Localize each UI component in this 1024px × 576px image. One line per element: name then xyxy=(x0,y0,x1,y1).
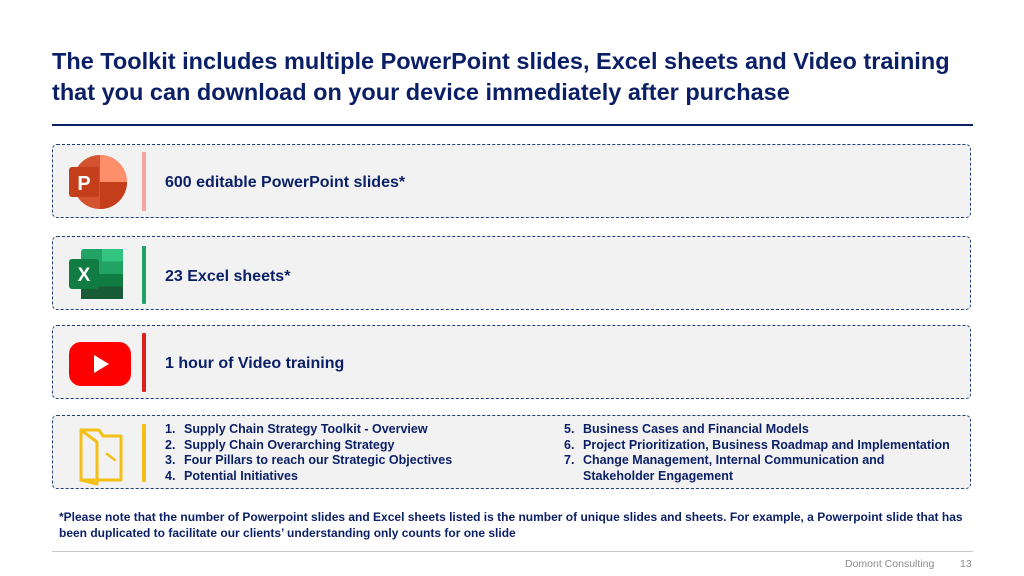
footer-divider xyxy=(52,551,973,552)
list-item: 7. Change Management, Internal Communication and Stakeholder Engagement xyxy=(564,453,885,483)
video-label: 1 hour of Video training xyxy=(165,355,345,372)
contents-card xyxy=(52,415,971,489)
accent-bar xyxy=(142,424,146,482)
powerpoint-label: 600 editable PowerPoint slides* xyxy=(165,174,406,191)
folder-icon xyxy=(77,426,125,491)
contents-list-left xyxy=(165,422,560,484)
svg-text:X: X xyxy=(77,265,91,286)
accent-bar xyxy=(142,246,146,304)
svg-text:P: P xyxy=(77,173,91,195)
footnote: *Please note that the number of Powerpoint slides and Excel sheets listed is the number of unique slides and sheets. For example, a Powerpoint slide that has been duplicated to facilitate our clients’ understanding only counts for one slide xyxy=(59,510,963,540)
powerpoint-card xyxy=(52,144,971,218)
list-item: 6. Project Prioritization, Business Roadmap and Implementation xyxy=(564,437,950,452)
excel-card xyxy=(52,236,971,310)
excel-icon xyxy=(69,249,125,304)
footer-company: Domont Consulting xyxy=(845,558,935,570)
contents-list-right xyxy=(564,422,964,484)
excel-label: 23 Excel sheets* xyxy=(165,268,291,285)
accent-bar xyxy=(142,333,146,392)
title-divider xyxy=(52,124,973,126)
list-item: 4. Potential Initiatives xyxy=(165,468,298,483)
youtube-icon xyxy=(69,342,131,391)
list-item: 3. Four Pillars to reach our Strategic Objectives xyxy=(165,453,453,467)
list-item: 5. Business Cases and Financial Models xyxy=(564,422,809,436)
video-card xyxy=(52,325,971,399)
list-item: 1. Supply Chain Strategy Toolkit - Overview xyxy=(165,422,428,436)
slide-title: The Toolkit includes multiple PowerPoint slides, Excel sheets and Video training that you can download on your device immediately after purchase xyxy=(52,48,950,105)
accent-bar xyxy=(142,152,146,211)
list-item: 2. Supply Chain Overarching Strategy xyxy=(165,437,395,452)
page-number: 13 xyxy=(960,558,972,570)
powerpoint-icon xyxy=(69,154,127,215)
